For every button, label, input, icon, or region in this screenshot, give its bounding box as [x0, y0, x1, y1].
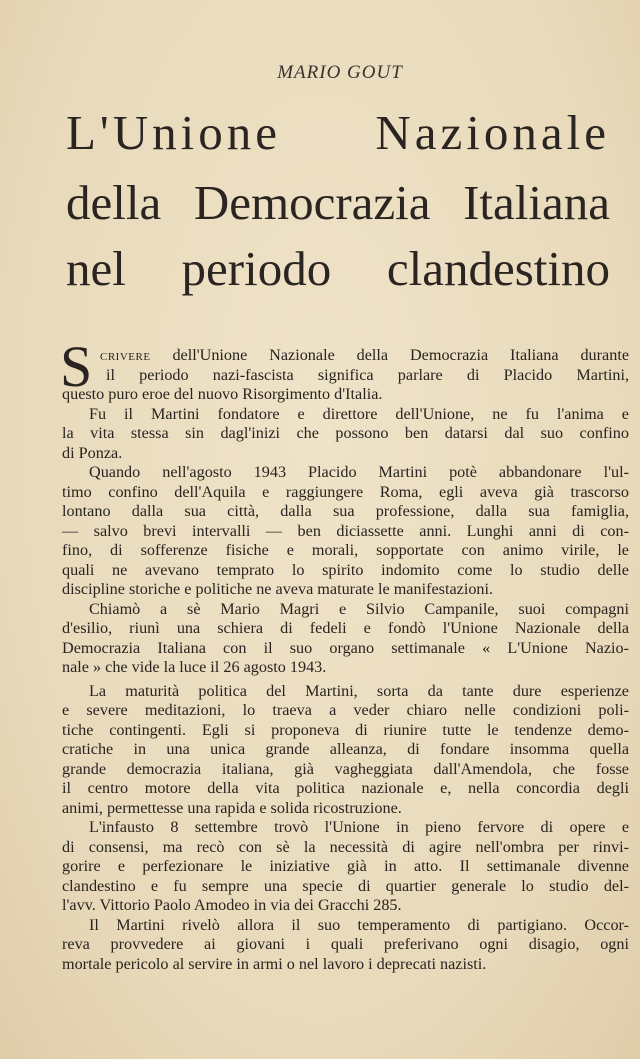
text-line: reva provvedere ai giovani i quali preferivano ogni disagio, ogni — [62, 935, 629, 953]
text-line: timo confino dell'Aquila e raggiungere Roma, egli aveva già trascorso — [62, 482, 629, 501]
article-title-line-3: nel periodo clandestino — [66, 241, 610, 296]
paragraph — [62, 682, 629, 819]
text-line: mortale pericolo al servire in armi o nel lavoro i deprecati nazisti. — [62, 954, 487, 973]
text-line: animi, permettesse una rapida e solida ricostruzione. — [62, 798, 402, 817]
paragraph — [62, 600, 629, 678]
text-line: cratiche in una unica grande alleanza, di fondare insomma quella — [62, 740, 629, 758]
text-line: fino, di sofferenze fisiche e morali, sopportate con animo virile, le — [62, 541, 629, 559]
text-line: e severe meditazioni, lo traeva a veder chiaro nelle condizioni poli- — [62, 701, 629, 719]
text-line: La maturità politica del Martini, sorta da tante dure esperienze — [89, 681, 629, 700]
text-line: tiche contingenti. Egli si proponeva di riunire tutte le tendenze demo- — [62, 720, 629, 739]
text-line: discipline storiche e politiche ne aveva maturate le manifestazioni. — [62, 580, 494, 598]
text-line: quali ne avevano temprato lo spirito indomito come lo studio delle — [62, 560, 629, 579]
paragraph — [62, 916, 629, 975]
text-line: questo puro eroe del nuovo Risorgimento d'Italia. — [62, 385, 383, 403]
text-line: Chiamò a sè Mario Magri e Silvio Campanile, suoi compagni — [89, 599, 629, 618]
text-line: di Ponza. — [62, 443, 123, 462]
drop-cap: S — [60, 334, 93, 399]
text-line: — salvo brevi intervalli — ben diciassette anni. Lunghi anni di con- — [62, 521, 629, 540]
article-title-line-2: della Democrazia Italiana — [66, 175, 610, 230]
text-line: Fu il Martini fondatore e direttore dell'Unione, ne fu l'anima e — [89, 404, 629, 423]
author-name: MARIO GOUT — [277, 62, 403, 83]
paragraph — [62, 405, 629, 464]
text-line: il centro motore della vita politica nazionale e, nella concordia degli — [62, 779, 629, 797]
text-line: nale » che vide la luce il 26 agosto 1943. — [62, 658, 327, 676]
article-body — [62, 346, 629, 974]
paragraph — [62, 818, 629, 916]
lead-smallcaps: crivere — [100, 346, 151, 364]
text-line: d'esilio, riunì una schiera di fedeli e fondò l'Unione Nazionale della — [62, 619, 629, 637]
text-line: clandestino e fu sempre una specie di quartier generale lo studio del- — [62, 876, 629, 895]
text-line: il periodo nazi-fascista significa parlare di Placido Martini, — [106, 365, 629, 384]
paragraph — [62, 346, 629, 405]
text-line: la vita stessa sin dagl'inizi che possono ben datarsi dal suo confino — [62, 424, 629, 442]
paragraph — [62, 463, 629, 600]
article-title-line-1: L'Unione Nazionale — [66, 105, 610, 160]
text-line: grande democrazia italiana, già vagheggiata dall'Amendola, che fosse — [62, 759, 629, 778]
text-line: crivere dell'Unione Nazionale della Democrazia Italiana durante — [100, 346, 629, 364]
text-line: Quando nell'agosto 1943 Placido Martini potè abbandonare l'ul- — [89, 463, 629, 481]
text-line: gorire e perfezionare le iniziative già in atto. Il settimanale divenne — [62, 857, 629, 875]
text-line: di consensi, ma recò con sè la necessità di agire nell'ombra per rinvi- — [62, 837, 629, 856]
text-line: Democrazia Italiana con il suo organo settimanale « L'Unione Nazio- — [62, 638, 629, 657]
text-line: L'infausto 8 settembre trovò l'Unione in pieno fervore di opere e — [89, 818, 629, 836]
text-line: Il Martini rivelò allora il suo temperamento di partigiano. Occor- — [89, 915, 629, 934]
text-line: l'avv. Vittorio Paolo Amodeo in via dei Gracchi 285. — [62, 896, 402, 914]
text-line: lontano dalla sua città, dalla sua professione, dalla sua famiglia, — [62, 502, 629, 520]
